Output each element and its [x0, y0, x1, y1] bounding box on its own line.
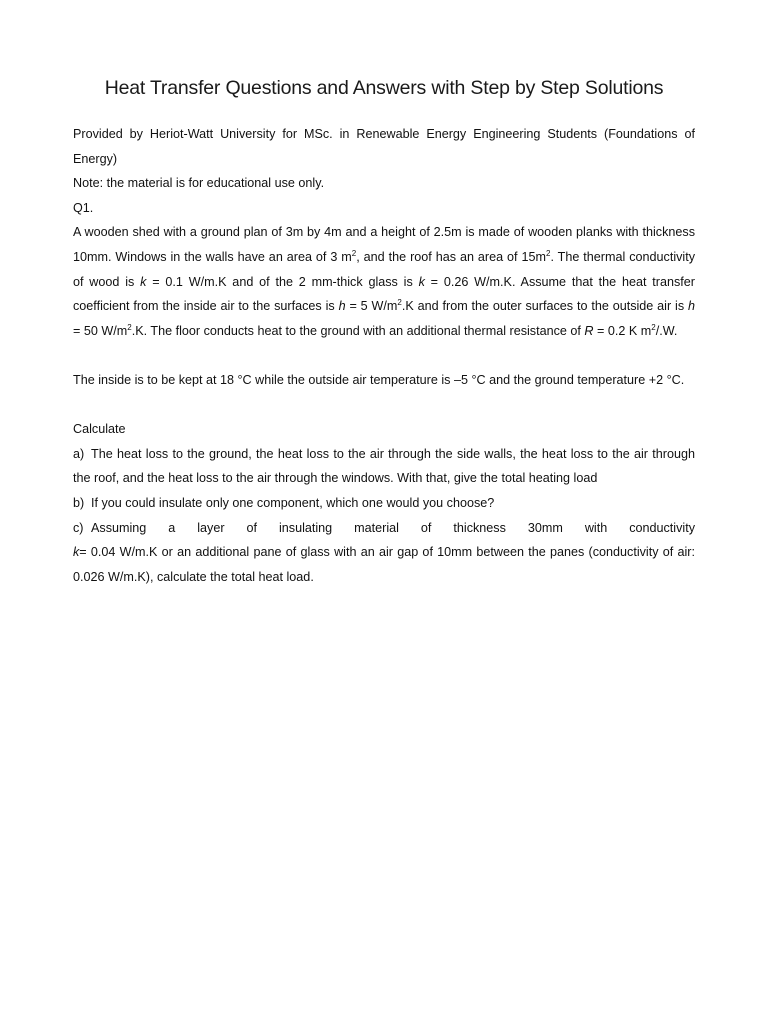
item-a-label: a): [73, 446, 85, 461]
calculate-heading: Calculate: [73, 422, 126, 437]
note-text: Note: the material is for educational use only.: [73, 176, 325, 191]
document-title: Heat Transfer Questions and Answers with Step by Step Solutions: [104, 77, 664, 99]
question-label: Q1.: [73, 200, 94, 215]
item-c-label: c): [73, 520, 84, 535]
provided-by-text: Provided by Heriot-Watt University for MSc. in Renewable Energy Engineering Students (Foundations of Energy): [73, 127, 695, 166]
item-b: [73, 491, 695, 516]
document-body: [73, 122, 695, 589]
item-c-k-symbol: k: [73, 545, 80, 560]
item-b-text: If you could insulate only one component, which one would you choose?: [91, 495, 495, 510]
item-a: [73, 442, 695, 491]
spacer: [73, 393, 695, 418]
item-c-text-rest: = 0.04 W/m.K or an additional pane of glass with an air gap of 10mm between the panes (conductivity of air: 0.026 W/m.K), calculate the total heat load.: [73, 545, 695, 584]
item-c-line1: [73, 516, 695, 541]
item-a-text: The heat loss to the ground, the heat loss to the air through the side walls, the heat loss to the air through the roof, and the heat loss to the air through the windows. With that, give the total heating load: [73, 446, 695, 486]
item-b-label: b): [73, 495, 85, 510]
problem-statement: A wooden shed with a ground plan of 3m by 4m and a height of 2.5m is made of wooden planks with thickness 10mm. Windows in the walls have an area of 3 $m^2$, and the roof has an area of $15m^2$. The thermal conductivity of wood is k = 0.1 W/m.K and of the 2 mm-thick glass is k = 0.26 W/m.K. Assume that the heat transfer coefficient from the inside air to the surfaces is h = 5 $W/m^2.K$ and from the outer surfaces to the outside air is h = 50 $W/m^2.K$. The floor conducts heat to the ground with an additional thermal resistance of R = 0.2 K $m^2/.W$.: [73, 225, 696, 338]
item-c-rest: [73, 540, 695, 589]
temperature-conditions: The inside is to be kept at 18 °C while the outside air temperature is –5 °C and the ground temperature +2 °C.: [73, 372, 685, 387]
spacer: [73, 343, 695, 368]
item-c-text-line1: Assuming a layer of insulating material of thickness 30mm with conductivity: [91, 520, 695, 535]
